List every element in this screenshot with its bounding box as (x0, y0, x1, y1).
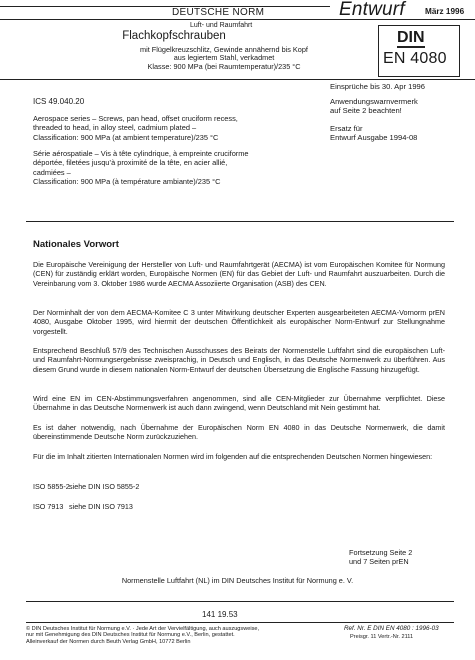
price-group: Preisgr. 11 Vertr.-Nr. 2111 (350, 634, 414, 640)
reference-din: siehe DIN ISO 7913 (69, 502, 133, 511)
english-title-line: Classification: 900 MPa (at ambient temperature)/235 °C (33, 132, 219, 142)
subject-line: Luft- und Raumfahrt (190, 22, 253, 29)
reference-iso: ISO 5855-2 (33, 482, 70, 491)
warning-line: Anwendungswarnvermerk (330, 97, 418, 106)
subtitle-line: mit Flügelkreuzschlitz, Gewinde annähernd bis Kopf (140, 45, 308, 54)
replacement-line: Ersatz für (330, 124, 363, 133)
din-standard-number: EN 4080 (383, 50, 447, 67)
french-title-line: Série aérospatiale – Vis à tête cylindrique, à empreinte cruciforme (33, 149, 249, 158)
standards-body-note: Normenstelle Luftfahrt (NL) im DIN Deutsches Institut für Normung e. V. (121, 576, 354, 585)
english-title-line: Aerospace series – Screws, pan head, offset cruciform recess, (33, 114, 238, 123)
header-rule-top (0, 6, 330, 7)
paragraph: Es ist daher notwendig, nach Übernahme der Europäischen Norm EN 4080 in das Deutsche Normenwerk, die damit übereinstimmende Deutsche Norm zurückzuziehen. (33, 423, 445, 442)
copyright-notice (26, 626, 259, 645)
copyright-line: Alleinverkauf der Normen durch Beuth Verlag GmbH, 10772 Berlin (26, 638, 191, 645)
document-title: Flachkopfschrauben (122, 30, 226, 42)
continuation-line: Fortsetzung Seite 2 (349, 548, 413, 557)
reference-iso: ISO 7913 (33, 502, 64, 511)
subtitle-line: aus legiertem Stahl, verkadmet (173, 53, 275, 63)
entwurf-label: Entwurf (339, 0, 405, 20)
din-logo: DIN (397, 29, 425, 46)
paragraph: Der Norminhalt der von dem AECMA-Komitee C 3 unter Mitwirkung deutscher Experten ausgearbeiteten AECMA-Vornorm prEN 4080, Ausgabe Oktober 1995, wird hiermit der deutschen Öffentlichkeit als europäischer Norm-Entwurf zur Stellungnahme vorgestellt. (33, 308, 445, 336)
french-title-line: déportée, filetées jusqu’à proximité de la tête, en acier allié, (33, 158, 228, 168)
reference-row (33, 502, 133, 511)
issue-date: März 1996 (425, 7, 465, 16)
copyright-line: nur mit Genehmigung des DIN Deutsches Institut für Normung e.V., Berlin, gestattet. (26, 632, 235, 639)
paragraph: Für die im Inhalt zitierten Internationalen Normen wird im folgenden auf die entsprechenden Deutschen Normen hingewiesen: (33, 452, 433, 461)
norm-label: DEUTSCHE NORM (172, 7, 265, 18)
application-warning (330, 97, 418, 115)
section-heading: Nationales Vorwort (33, 239, 119, 250)
subtitle-line: Klasse: 900 MPa (bei Raumtemperatur)/235 °C (147, 61, 301, 71)
section-rule (26, 221, 454, 222)
ics-code: ICS 49.040.20 (33, 97, 85, 106)
reference-row (33, 482, 140, 491)
reference-number: Ref. Nr. E DIN EN 4080 : 1996-03 (344, 625, 439, 632)
paragraph: Entsprechend Beschluß 57/9 des Technischen Ausschusses des Beirats der Normenstelle Luftfahrt sind die europäischen Luft- und Raumfahrt-Normungsergebnisse zweisprachig, in Deutsch und Englisch, in das Deutsche Normenwerk zu überführen. Aus diesem Grund wurde in diesem nationalen Norm-Entwurf der deutschen Übersetzung die Englische Fassung hinzugefügt. (33, 346, 445, 374)
paragraph: Wird eine EN im CEN-Abstimmungsverfahren angenommen, sind alle CEN-Mitglieder zur Übernahme verpflichtet. Diese Übernahme in das Deutsche Normenwerk ist auch dann zwingend, wenn Deutschland mit Nein gestimmt hat. (33, 394, 445, 413)
document-code: 141 19.53 (202, 610, 238, 619)
french-title (33, 149, 329, 186)
reference-din: siehe DIN ISO 5855-2 (69, 482, 140, 491)
replacement-line: Entwurf Ausgabe 1994-08 (330, 133, 418, 143)
footer-rule-top (26, 601, 454, 602)
title-block-rule (0, 79, 475, 80)
copyright-line: © DIN Deutsches Institut für Normung e.V. · Jede Art der Vervielfältigung, auch auszugsweise, (26, 626, 260, 632)
paragraph: Die Europäische Vereinigung der Hersteller von Luft- und Raumfahrtgerät (AECMA) ist vom Europäischen Komitee für Normung (CEN) für zuständig erklärt worden, Europäische Normen (EN) für das Gebiet der Luft- und Raumfahrt auszuarbeiten. Durch die Vereinbarung vom 3. Oktober 1986 wurde AECMA Assoziierte Organisation (ASB) des CEN. (33, 260, 445, 288)
footer-rule-bottom (26, 622, 454, 623)
french-title-line: cadmiées – (33, 167, 71, 177)
warning-line: auf Seite 2 beachten! (330, 106, 402, 116)
continuation-line: und 7 Seiten prEN (349, 557, 409, 567)
document-subtitle (90, 46, 358, 71)
continuation-note (349, 548, 412, 567)
french-title-line: Classification: 900 MPa (à température ambiante)/235 °C (33, 176, 221, 186)
objection-deadline: Einsprüche bis 30. Apr 1996 (330, 82, 425, 91)
english-title-line: threaded to head, in alloy steel, cadmium plated – (33, 123, 197, 133)
english-title (33, 114, 329, 142)
replacement-note (330, 124, 417, 142)
